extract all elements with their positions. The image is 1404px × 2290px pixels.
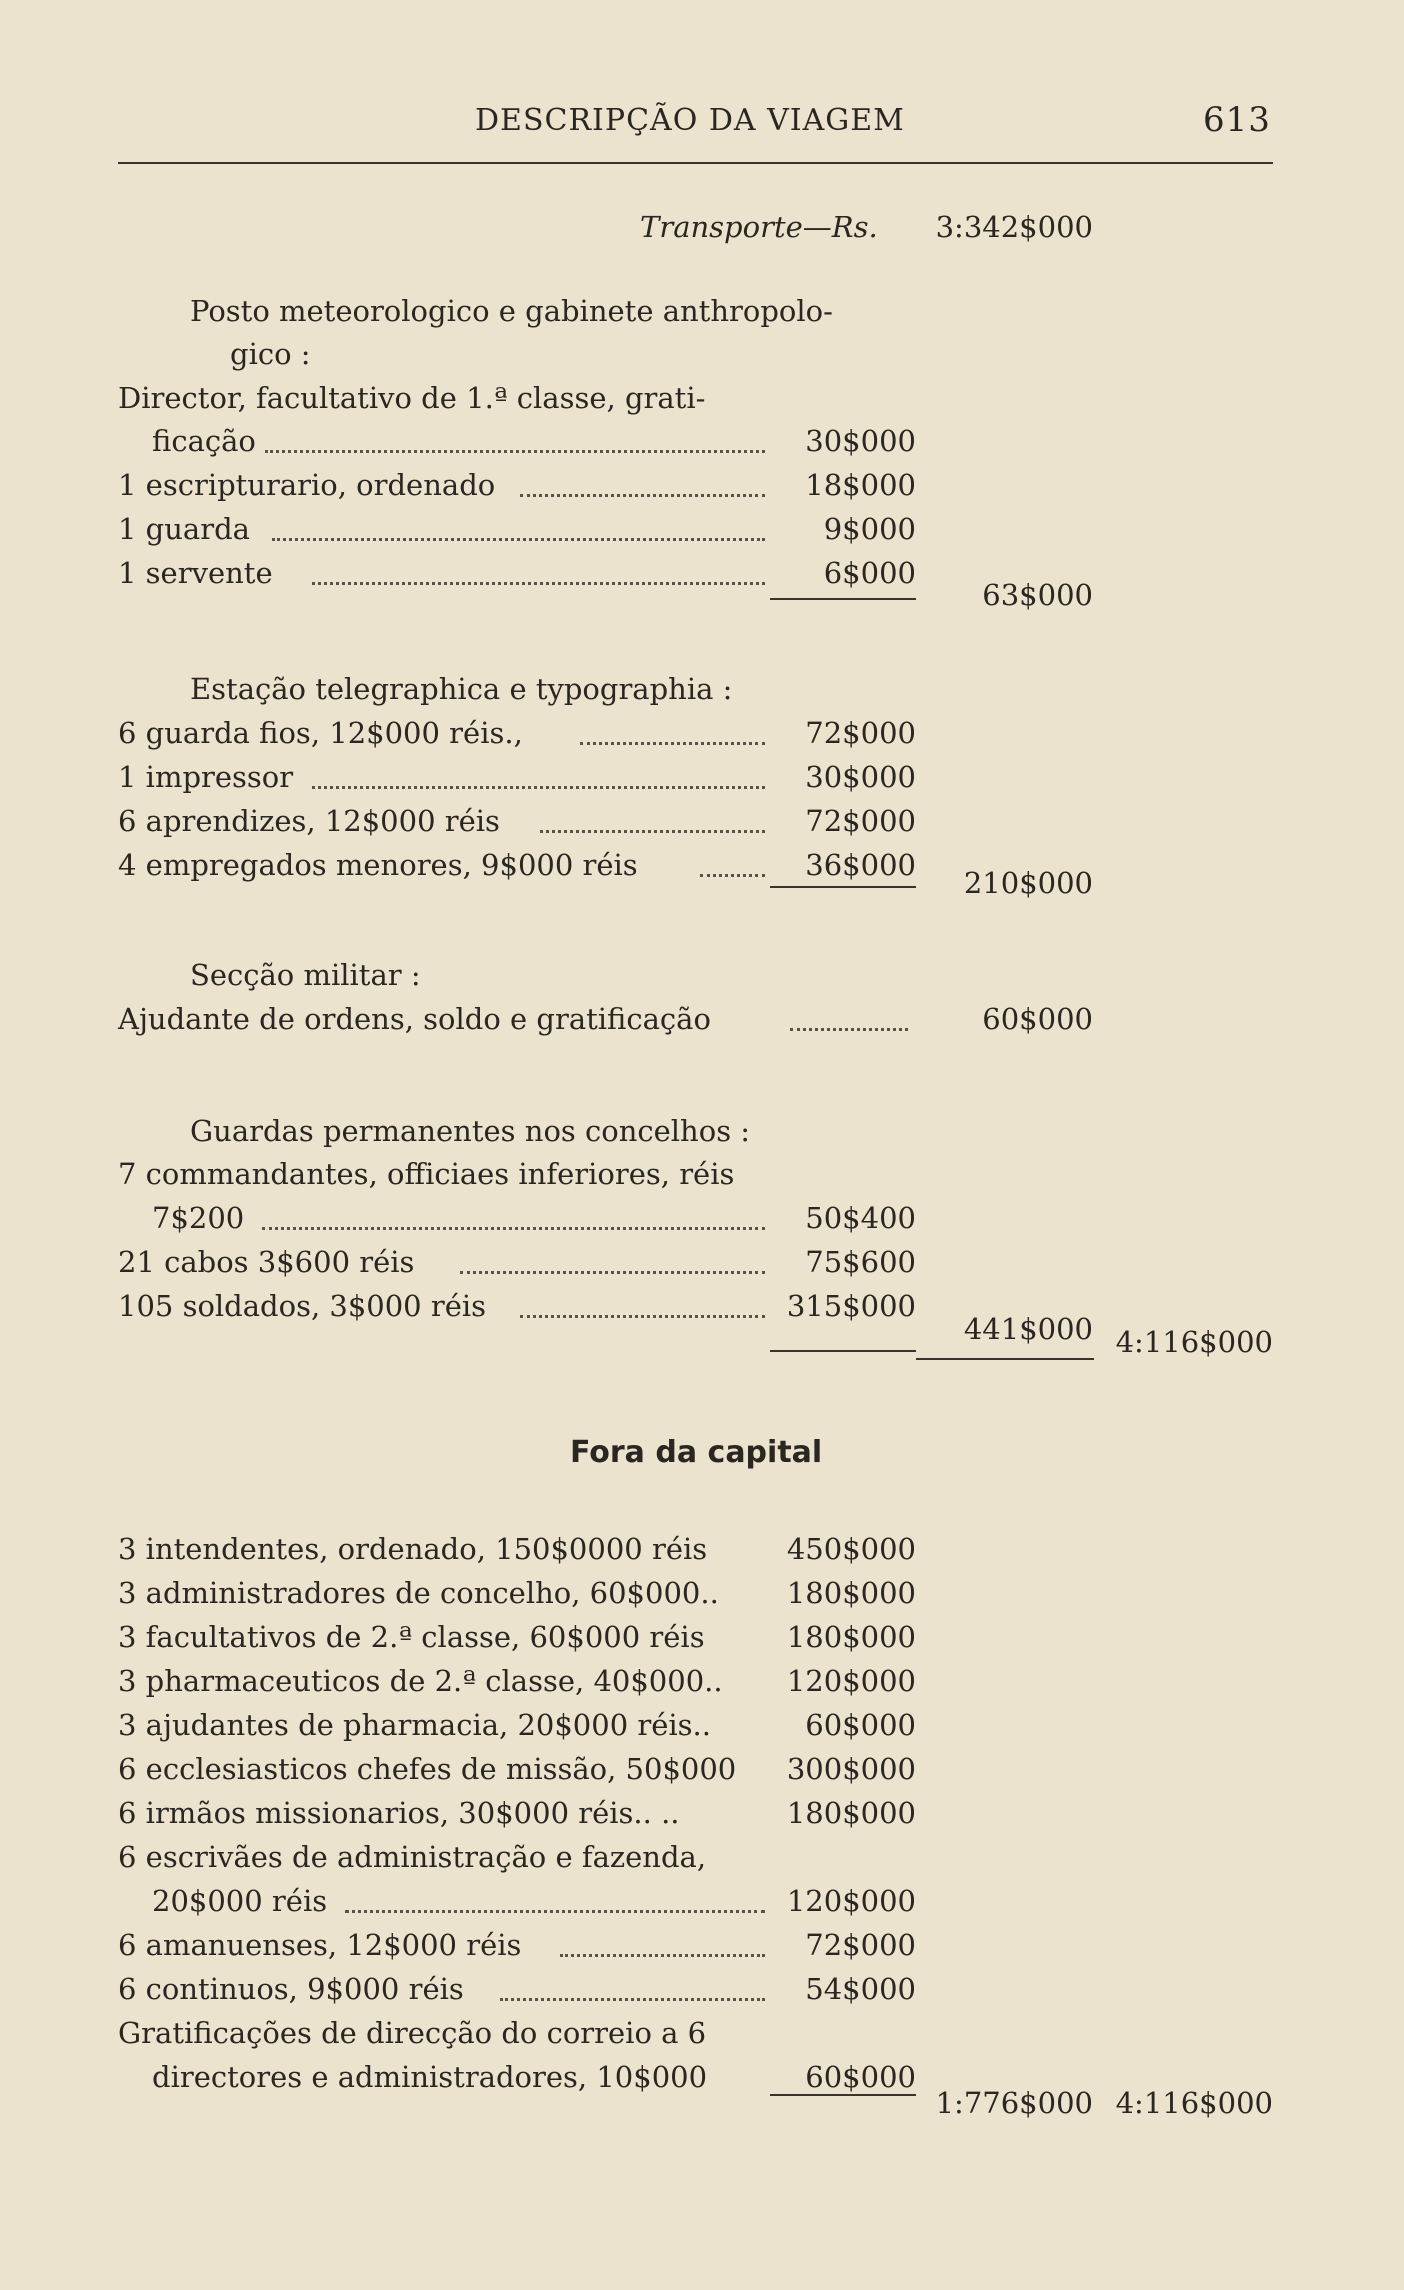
- item-desc: 3 intendentes, ordenado, 150$0000 réis: [118, 1532, 708, 1566]
- sum-rule: [770, 1350, 916, 1352]
- leader-dots: [540, 830, 765, 833]
- sum-rule: [770, 2094, 916, 2096]
- section-subtotal: 210$000: [963, 866, 1093, 900]
- item-value: 72$000: [805, 1928, 916, 1962]
- sum-rule: [916, 1358, 1094, 1360]
- item-desc: 4 empregados menores, 9$000 réis: [118, 848, 638, 882]
- item-desc-cont: directores e administradores, 10$000: [152, 2060, 708, 2094]
- item-value: 120$000: [786, 1664, 916, 1698]
- item-value: 9$000: [823, 512, 916, 546]
- item-desc: 3 administradores de concelho, 60$000..: [118, 1576, 719, 1610]
- section-subtotal: 63$000: [982, 578, 1093, 612]
- item-value: 300$000: [786, 1752, 916, 1786]
- leader-dots: [272, 538, 765, 541]
- item-desc: 6 guarda fios, 12$000 réis.,: [118, 716, 523, 750]
- item-value: 120$000: [786, 1884, 916, 1918]
- section-heading: Secção militar :: [190, 958, 421, 992]
- leader-dots: [520, 1315, 765, 1318]
- item-value: 315$000: [786, 1289, 916, 1323]
- grand-total: 4:116$000: [1115, 2086, 1273, 2120]
- item-value: 60$000: [805, 1708, 916, 1742]
- item-desc: 6 aprendizes, 12$000 réis: [118, 804, 500, 838]
- item-desc: 3 facultativos de 2.ª classe, 60$000 réis: [118, 1620, 705, 1654]
- transport-rs: Rs.: [831, 210, 878, 244]
- item-desc: 3 ajudantes de pharmacia, 20$000 réis..: [118, 1708, 711, 1742]
- section-subtotal: 441$000: [963, 1312, 1093, 1346]
- item-value: 30$000: [805, 760, 916, 794]
- section-heading: Posto meteorologico e gabinete anthropolo-: [190, 294, 833, 328]
- item-desc: 7 commandantes, officiaes inferiores, réis: [118, 1157, 735, 1191]
- item-desc: 1 impressor: [118, 760, 294, 794]
- item-value: 180$000: [786, 1620, 916, 1654]
- item-desc-cont: 7$200: [152, 1201, 245, 1235]
- sum-rule: [770, 598, 916, 600]
- transport-value: 3:342$000: [935, 210, 1093, 244]
- item-desc: Gratificações de direcção do correio a 6: [118, 2016, 707, 2050]
- leader-dots: [460, 1271, 765, 1274]
- item-value: 18$000: [805, 468, 916, 502]
- transport-line: [640, 210, 878, 244]
- item-desc: 1 escripturario, ordenado: [118, 468, 496, 502]
- section-heading: Estação telegraphica e typographia :: [190, 672, 733, 706]
- leader-dots: [520, 494, 765, 497]
- leader-dots: [560, 1954, 765, 1957]
- item-desc: 1 guarda: [118, 512, 250, 546]
- section-heading: Guardas permanentes nos concelhos :: [190, 1114, 751, 1148]
- item-value: 75$600: [805, 1245, 916, 1279]
- leader-dots: [700, 874, 765, 877]
- leader-dots: [345, 1910, 765, 1913]
- item-value: 36$000: [805, 848, 916, 882]
- item-value: 30$000: [805, 424, 916, 458]
- item-desc-cont: ficação: [152, 424, 256, 458]
- leader-dots: [262, 1227, 765, 1230]
- item-value: 54$000: [805, 1972, 916, 2006]
- item-value: 50$400: [805, 1201, 916, 1235]
- leader-dots: [500, 1998, 765, 2001]
- section-heading-cont: gico :: [230, 337, 311, 371]
- item-desc: 6 ecclesiasticos chefes de missão, 50$000: [118, 1752, 737, 1786]
- leader-dots: [790, 1028, 908, 1031]
- leader-dots: [312, 582, 765, 585]
- section-title: Fora da capital: [570, 1435, 823, 1470]
- item-value: 180$000: [786, 1796, 916, 1830]
- page-number: 613: [1203, 100, 1271, 140]
- section-subtotal: 60$000: [982, 1002, 1093, 1036]
- header-rule: [118, 162, 1273, 164]
- item-value: 72$000: [805, 804, 916, 838]
- leader-dots: [265, 450, 765, 453]
- item-value: 72$000: [805, 716, 916, 750]
- grand-total: 4:116$000: [1115, 1325, 1273, 1359]
- item-desc: 1 servente: [118, 556, 273, 590]
- item-desc: 6 amanuenses, 12$000 réis: [118, 1928, 522, 1962]
- item-desc: 6 irmãos missionarios, 30$000 réis.. ..: [118, 1796, 680, 1830]
- leader-dots: [312, 786, 765, 789]
- transport-dash: —: [802, 210, 832, 244]
- item-desc: Ajudante de ordens, soldo e gratificação: [118, 1002, 711, 1036]
- item-value: 60$000: [805, 2060, 916, 2094]
- leader-dots: [580, 742, 765, 745]
- section-subtotal: 1:776$000: [935, 2086, 1093, 2120]
- item-desc: 105 soldados, 3$000 réis: [118, 1289, 487, 1323]
- item-desc: 6 continuos, 9$000 réis: [118, 1972, 464, 2006]
- item-value: 6$000: [823, 556, 916, 590]
- item-desc: 21 cabos 3$600 réis: [118, 1245, 415, 1279]
- running-head: DESCRIPÇÃO DA VIAGEM: [475, 103, 905, 138]
- transport-label: Transporte: [640, 210, 803, 244]
- item-desc: Director, facultativo de 1.ª classe, grati-: [118, 381, 706, 415]
- sum-rule: [770, 886, 916, 888]
- item-desc: 6 escrivães de administração e fazenda,: [118, 1840, 707, 1874]
- item-value: 450$000: [786, 1532, 916, 1566]
- item-desc-cont: 20$000 réis: [152, 1884, 328, 1918]
- item-value: 180$000: [786, 1576, 916, 1610]
- item-desc: 3 pharmaceuticos de 2.ª classe, 40$000..: [118, 1664, 723, 1698]
